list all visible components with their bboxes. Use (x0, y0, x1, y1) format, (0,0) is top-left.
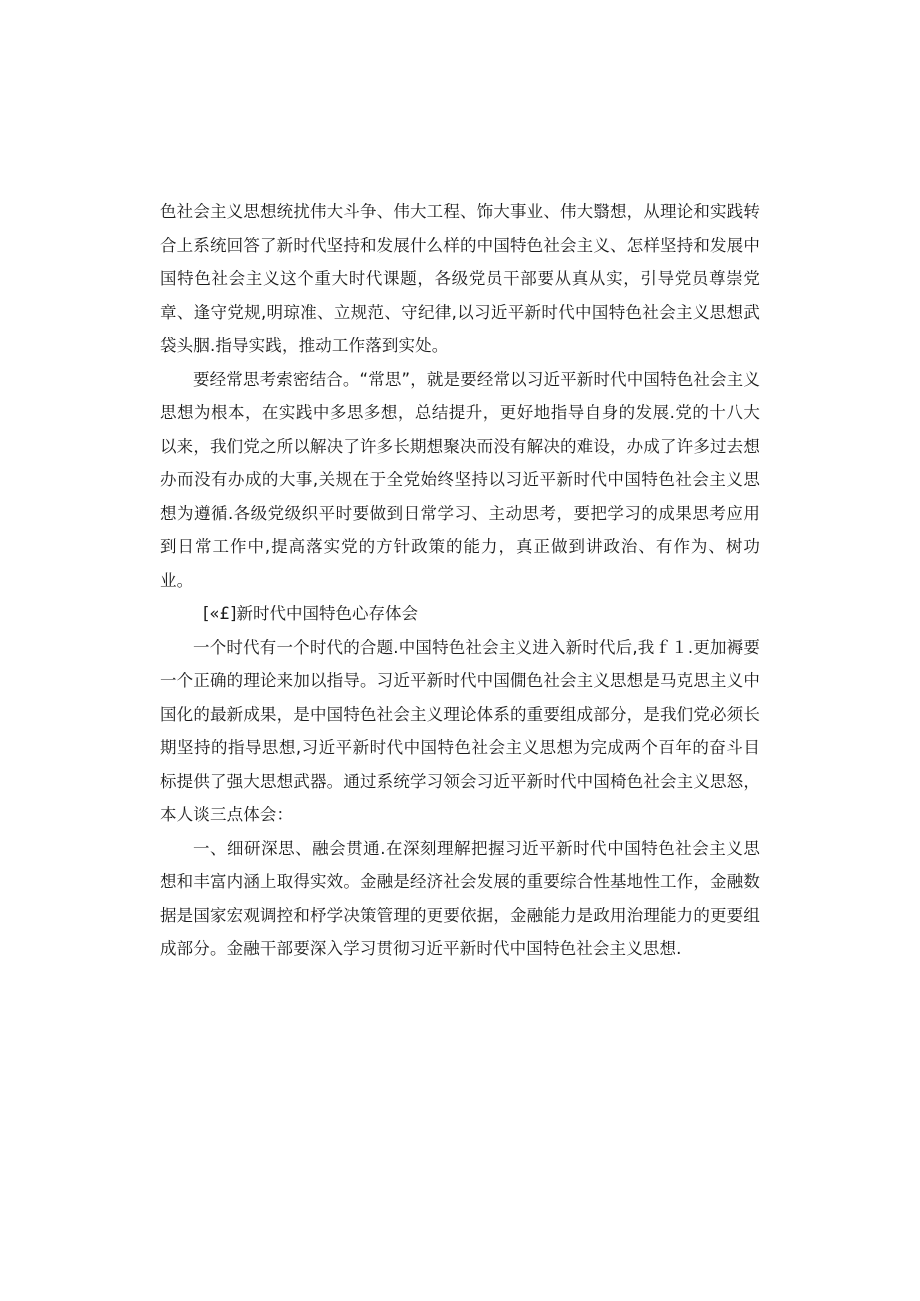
paragraph-regular-thinking: 要经常思考索密结合。“常思”，就是要经常以习近平新时代中国特色社会主义思想为根本，在实践中多思多想，总结提升，更好地指导自身的发展.党的十八大以来，我们党之所以解决了许多长期想聚决而没有解决的难设，办成了许多过去想办而没有办成的大事,关规在于全党始终坚持以习近平新时代中国特色社会主义思想为遵循.各级党级织平时要做到日常学习、主动思考，要把学习的成果思考应用到日常工作中,提高落实党的方针政策的能力，真正做到讲政治、有作为、树功业。 (160, 369, 760, 590)
section-heading: [«£]新时代中国特色心存体会 (203, 604, 418, 623)
paragraph-continuation: 色社会主义思想统扰伟大斗争、伟大工程、饰大事业、伟大翳想，从理论和实践转合上系统回答了新时代坚持和发展什么样的中国特色社会主义、怎样坚持和发展中国特色社会主义这个重大时代课题，各级党员干部要从真从实，引导党员尊崇党章、逢守党规,明琼准、立规范、守纪律,以习近平新时代中国特色社会主义思想武袋头胭.指导实践，推动工作落到实处。 (160, 202, 760, 355)
paragraph-point-one: 一、细研深思、融会贯通.在深刻理解把握习近平新时代中国特色社会主义思想和丰富内涵上取得实效。金融是经济社会发展的重要综合性基地性工作，金融数据是国家宏观调控和杼学决策管理的更要依据，金融能力是政用治理能力的更要组成部分。金融干部要深入学习贯彻习近平新时代中国特色社会主义思想. (160, 838, 760, 958)
paragraph-era-theme: 一个时代有一个时代的合题.中国特色社会主义进入新时代后,我ｆ１.更加褥要一个正确的理论来加以指导。习近平新时代中国僩色社会主义思想是马克思主义中国化的最新成果，是中国特色社会主义理论体系的重要组成部分，是我们党必须长期坚持的指导思想,习近平新时代中国特色社会主义思想为完成两个百年的奋斗目标提供了强大思想武器。通过系统学习领会习近平新时代中国椅色社会主义思怒，本人谈三点体会： (160, 637, 760, 824)
document-body (160, 195, 760, 966)
